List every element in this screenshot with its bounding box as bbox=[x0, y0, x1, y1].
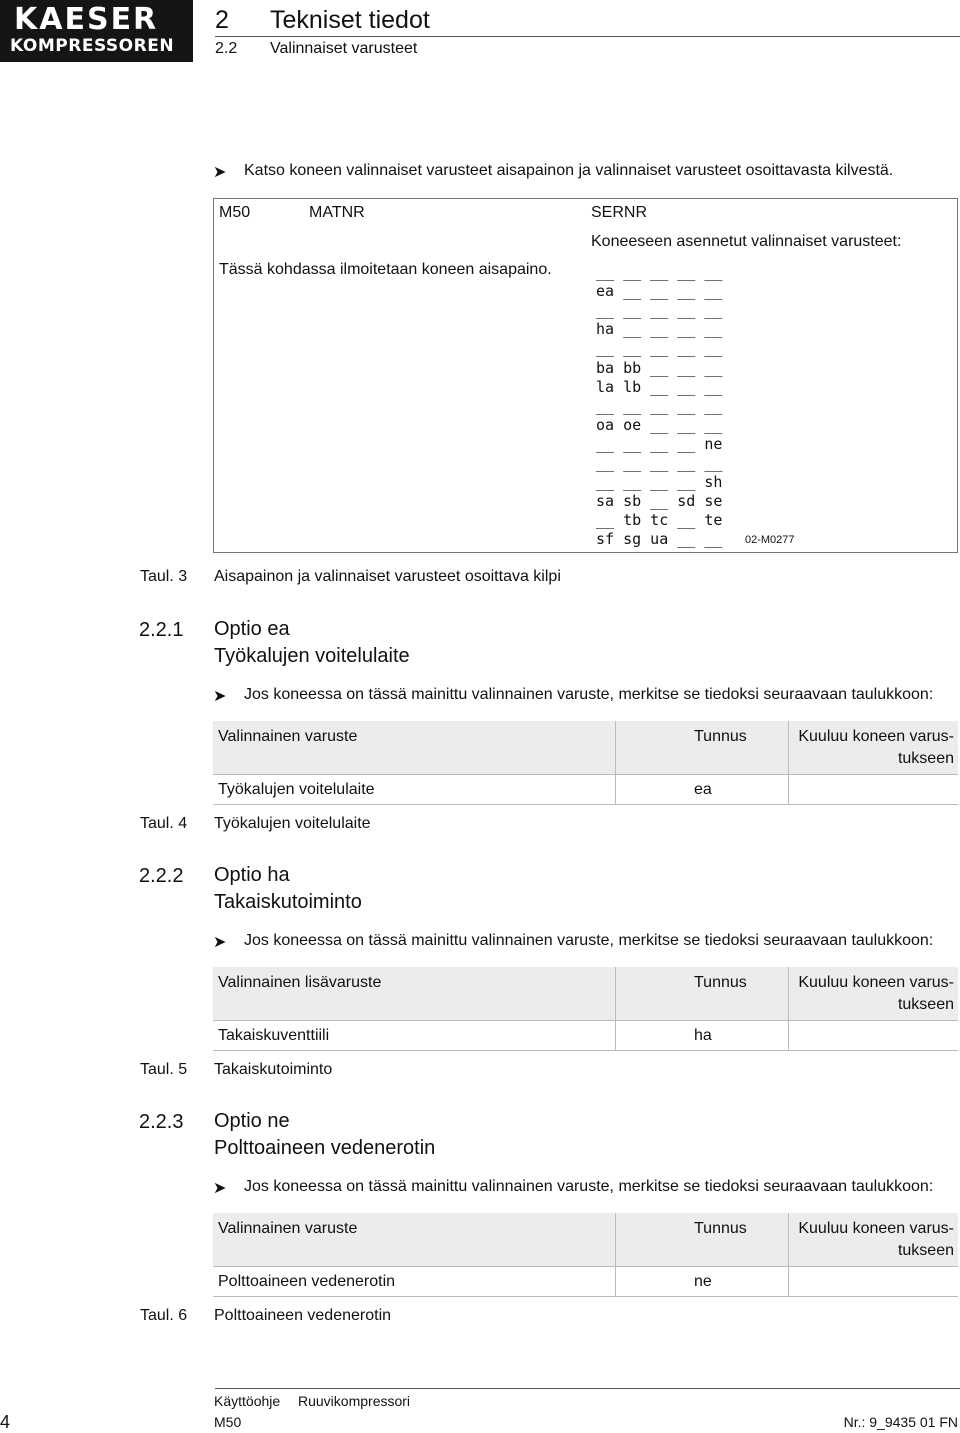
subsection-number: 2.2.1 bbox=[139, 619, 184, 641]
option-code-line: ba bb __ __ __ bbox=[596, 358, 723, 377]
caption-label: Taul. 3 bbox=[140, 568, 188, 585]
section-title: Valinnaiset varusteet bbox=[270, 40, 418, 57]
caption-text: Takaiskutoiminto bbox=[214, 1061, 333, 1078]
caption-label: Taul. 4 bbox=[140, 815, 188, 832]
option-code-line: __ __ __ __ __ bbox=[596, 339, 723, 358]
col-header-option: Valinnainen lisävaruste bbox=[213, 967, 616, 1021]
footer-product: Ruuvikompressori bbox=[298, 1393, 411, 1409]
option-code-line: ha __ __ __ __ bbox=[596, 320, 723, 339]
caption-label: Taul. 5 bbox=[140, 1061, 188, 1078]
col-header-included-text: Kuuluu koneen varus-tukseen bbox=[798, 974, 954, 1013]
table-header-row bbox=[213, 1213, 958, 1267]
plate-matnr: MATNR bbox=[309, 204, 365, 221]
footer-doc-type: Käyttöohje bbox=[214, 1393, 281, 1409]
plate-weight-note: Tässä kohdassa ilmoitetaan koneen aisapaino. bbox=[219, 261, 552, 278]
instruction-arrow-icon: ➤ bbox=[213, 934, 227, 951]
col-header-included-text: Kuuluu koneen varus-tukseen bbox=[798, 1220, 954, 1259]
subsection-title-line2: Takaiskutoiminto bbox=[214, 891, 362, 913]
cell-included-checkbox[interactable] bbox=[789, 775, 959, 805]
col-header-code: Tunnus bbox=[616, 1213, 789, 1267]
footer-divider bbox=[215, 1388, 960, 1389]
option-table bbox=[213, 1213, 958, 1297]
caption-text: Työkalujen voitelulaite bbox=[214, 815, 371, 832]
chapter-title: Tekniset tiedot bbox=[270, 6, 430, 34]
footer-doc-number: Nr.: 9_9435 01 FN bbox=[843, 1414, 958, 1430]
kaeser-logo bbox=[0, 0, 193, 62]
table-header-row bbox=[213, 721, 958, 775]
subsection-title bbox=[214, 1108, 435, 1162]
header-divider bbox=[215, 36, 960, 37]
chapter-number: 2 bbox=[215, 6, 229, 34]
subsection-instruction: Jos koneessa on tässä mainittu valinnainen varuste, merkitse se tiedoksi seuraavaan taulukkoon: bbox=[244, 932, 934, 949]
col-header-included bbox=[789, 967, 959, 1021]
cell-option-code: ea bbox=[616, 775, 789, 805]
subsection-title-line1: Optio ea bbox=[214, 618, 290, 640]
option-code-line: __ __ __ __ sh bbox=[596, 473, 723, 492]
option-code-line: la lb __ __ __ bbox=[596, 377, 723, 396]
option-table bbox=[213, 967, 958, 1051]
option-table bbox=[213, 721, 958, 805]
option-code-line: sa sb __ sd se bbox=[596, 492, 723, 511]
logo-line2: KOMPRESSOREN bbox=[10, 36, 175, 56]
option-code-line: __ __ __ __ __ bbox=[596, 263, 723, 281]
section-number: 2.2 bbox=[215, 40, 238, 57]
col-header-included bbox=[789, 721, 959, 775]
table-header-row bbox=[213, 967, 958, 1021]
option-code-line: __ __ __ __ __ bbox=[596, 454, 723, 472]
option-code-line: __ __ __ __ __ bbox=[596, 301, 723, 320]
col-header-included bbox=[789, 1213, 959, 1267]
table-row bbox=[213, 1267, 958, 1297]
subsection-number: 2.2.3 bbox=[139, 1111, 184, 1133]
subsection-title bbox=[214, 862, 362, 916]
subsection-title-line1: Optio ne bbox=[214, 1110, 290, 1132]
caption-label: Taul. 6 bbox=[140, 1307, 188, 1324]
caption-text: Aisapainon ja valinnaiset varusteet osoittava kilpi bbox=[214, 568, 561, 585]
figure-id: 02-M0277 bbox=[745, 534, 795, 546]
col-header-option: Valinnainen varuste bbox=[213, 1213, 616, 1267]
cell-included-checkbox[interactable] bbox=[789, 1267, 959, 1297]
option-code-line: oa oe __ __ __ bbox=[596, 415, 723, 434]
subsection-title-line1: Optio ha bbox=[214, 864, 290, 886]
cell-option-code: ha bbox=[616, 1021, 789, 1051]
subsection-title bbox=[214, 616, 410, 670]
col-header-code: Tunnus bbox=[616, 967, 789, 1021]
caption-text: Polttoaineen vedenerotin bbox=[214, 1307, 392, 1324]
cell-option-name: Polttoaineen vedenerotin bbox=[213, 1267, 616, 1297]
col-header-option: Valinnainen varuste bbox=[213, 721, 616, 775]
subsection-number: 2.2.2 bbox=[139, 865, 184, 887]
col-header-code: Tunnus bbox=[616, 721, 789, 775]
nameplate-figure bbox=[213, 198, 958, 553]
table-row bbox=[213, 1021, 958, 1051]
subsection-title-line2: Polttoaineen vedenerotin bbox=[214, 1137, 436, 1159]
plate-model: M50 bbox=[219, 204, 251, 221]
subsection-instruction: Jos koneessa on tässä mainittu valinnainen varuste, merkitse se tiedoksi seuraavaan taulukkoon: bbox=[244, 686, 934, 703]
logo-line1: KAESER bbox=[14, 2, 159, 37]
plate-sernr: SERNR bbox=[591, 204, 648, 221]
cell-option-name: Työkalujen voitelulaite bbox=[213, 775, 616, 805]
instruction-arrow-icon: ➤ bbox=[213, 164, 227, 181]
option-code-line: __ __ __ __ __ bbox=[596, 396, 723, 415]
page-number: 4 bbox=[0, 1412, 11, 1432]
plate-options-heading: Koneeseen asennetut valinnaiset varusteet: bbox=[591, 233, 902, 250]
option-code-line: __ __ __ __ ne bbox=[596, 434, 723, 453]
cell-included-checkbox[interactable] bbox=[789, 1021, 959, 1051]
option-code-line: __ tb tc __ te bbox=[596, 511, 723, 530]
option-code-line: sf sg ua __ __ bbox=[596, 530, 723, 549]
footer-model: M50 bbox=[214, 1414, 242, 1430]
table-row bbox=[213, 775, 958, 805]
instruction-arrow-icon: ➤ bbox=[213, 1180, 227, 1197]
subsection-title-line2: Työkalujen voitelulaite bbox=[214, 645, 410, 667]
cell-option-code: ne bbox=[616, 1267, 789, 1297]
intro-instruction: Katso koneen valinnaiset varusteet aisapainon ja valinnaiset varusteet osoittavasta kilvestä. bbox=[244, 162, 894, 179]
col-header-included-text: Kuuluu koneen varus-tukseen bbox=[798, 728, 954, 767]
option-code-line: ea __ __ __ __ bbox=[596, 282, 723, 301]
instruction-arrow-icon: ➤ bbox=[213, 688, 227, 705]
cell-option-name: Takaiskuventtiili bbox=[213, 1021, 616, 1051]
subsection-instruction: Jos koneessa on tässä mainittu valinnainen varuste, merkitse se tiedoksi seuraavaan taulukkoon: bbox=[244, 1178, 934, 1195]
